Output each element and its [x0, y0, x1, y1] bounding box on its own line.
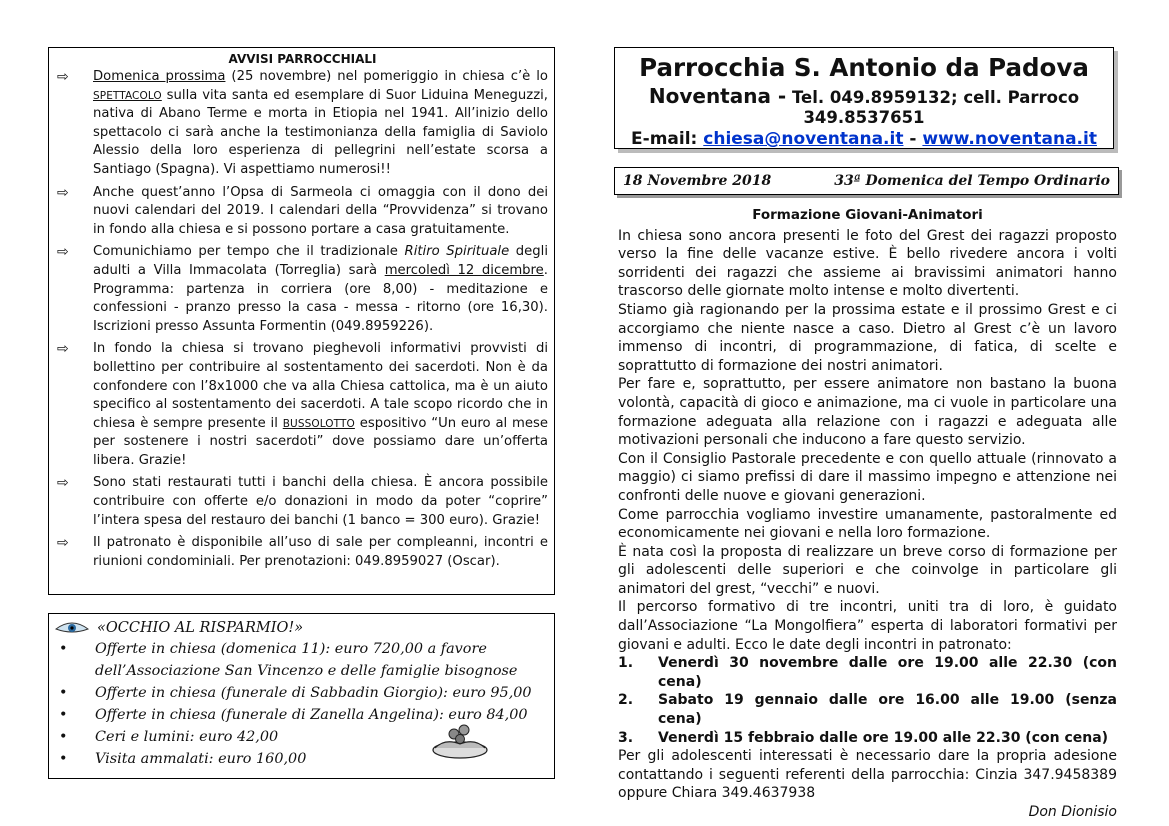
date-text: Sabato 19 gennaio dalle ore 16.00 alle 19.00 (senza cena)	[658, 692, 1117, 728]
parish-title: Parrocchia S. Antonio da Padova	[639, 53, 1089, 82]
email-link[interactable]: chiesa@noventana.it	[703, 129, 904, 149]
date-text: Venerdì 30 novembre dalle ore 19.00 alle 22.30 (con cena)	[658, 655, 1117, 690]
avviso-text: SPETTACOLO	[93, 89, 162, 102]
masthead	[614, 47, 1114, 149]
article-paragraph: In chiesa sono ancora presenti le foto del Grest dei ragazzi proposto verso la fine delle vacanze estive. È bello rivedere ancora i volti sorridenti dei ragazzi che assieme ai bravissimi animatori hanno trascorso delle giornate molto intense e molto divertenti.	[618, 227, 1117, 300]
contact-line	[615, 84, 1113, 127]
issue-date: 18 Novembre 2018	[623, 173, 772, 189]
signature: Don Dionisio	[1028, 804, 1117, 820]
separator: -	[903, 129, 923, 149]
avviso-text: sulla vita santa ed esemplare di Suor Liduina Meneguzzi, nativa di Abano Terme e morta in Etiopia nel 1941. All’inizio dello spettacolo ci sarà anche la testimonianza della famiglia di Saviolo Alessio della loro esperienza di pellegrini nell’estate scorsa a Santiago (Spagna). Vi aspettiamo numerosi!!	[93, 87, 548, 177]
occhio-box	[48, 613, 555, 779]
date-bar	[614, 167, 1119, 195]
avviso-text: (25 novembre) nel pomeriggio in chiesa c’è lo	[225, 69, 548, 84]
avviso-item	[57, 68, 548, 180]
avviso-text: Il patronato è disponibile all’uso di sale per compleanni, incontri e riunioni condominiali. Per prenotazioni: 049.8959027 (Oscar).	[93, 535, 548, 569]
avvisi-box	[48, 47, 555, 595]
article-title: Formazione Giovani-Animatori	[752, 207, 983, 223]
meeting-dates	[618, 654, 1117, 747]
occhio-title: «OCCHIO AL RISPARMIO!»	[97, 620, 304, 636]
avviso-item	[57, 243, 548, 336]
avviso-text: degli adulti a Villa Immacolata (Torreglia) sarà	[93, 244, 548, 278]
arrow-right-icon: ⇨	[57, 341, 69, 358]
article-paragraph: Il percorso formativo di tre incontri, uniti tra di loro, è guidato dall’Associazione “La Mongolfiera” esperta di laboratori formativi per giovani e adulti. Ecco le date degli incontri in patronato:	[618, 599, 1117, 653]
eye-icon	[55, 621, 89, 635]
avviso-text: Sono stati restaurati tutti i banchi della chiesa. È ancora possibile contribuire con offerte e/o donazioni in modo da poter “coprire” l’intera spesa del restauro dei banchi (1 banco = 300 euro). Grazie!	[93, 475, 548, 528]
avviso-text: Anche quest’anno l’Opsa di Sarmeola ci omaggia con il dono dei nuovi calendari del 2019. I calendari della “Provvidenza” si trovano in fondo alla chiesa e si possono portare a casa gratuitamente.	[93, 184, 548, 237]
avviso-item	[57, 340, 548, 470]
list-item: • Offerte in chiesa (funerale di Sabbadin Giorgio): euro 95,00	[55, 682, 548, 704]
place-name: Noventana -	[648, 84, 787, 108]
arrow-right-icon: ⇨	[57, 184, 69, 201]
date-item	[618, 654, 1117, 691]
list-item: • Visita ammalati: euro 160,00	[55, 748, 548, 770]
avviso-text: mercoledì 12 dicembre	[384, 262, 544, 278]
article-closing: Per gli adolescenti interessati è necessario dare la propria adesione contattando i seguenti referenti della parrocchia: Cinzia 347.9458389 oppure Chiara 349.4637938	[618, 748, 1117, 802]
avvisi-title: AVVISI PARROCCHIALI	[228, 52, 377, 66]
avviso-text: BUSSOLOTTO	[282, 417, 355, 430]
arrow-right-icon: ⇨	[57, 69, 69, 85]
avviso-text: Ritiro Spirituale	[404, 244, 510, 260]
date-item	[618, 691, 1117, 728]
article-paragraph: Come parrocchia vogliamo investire umanamente, pastoralmente ed economicamente nei giovani e nella loro formazione.	[618, 506, 1117, 542]
date-item	[618, 729, 1117, 748]
avviso-text: . Programma: partenza in corriera (ore 8,00) - meditazione e confessioni - pranzo presso la casa - messa - ritorno (ore 16,30). Iscrizioni presso Assunta Formentin (049.8959226).	[93, 262, 548, 334]
avviso-item	[57, 184, 548, 240]
avviso-text: espositivo “Un euro al mese per sostenere i nostri sacerdoti” dove possiamo dare un’offerta libera. Grazie!	[93, 415, 548, 468]
web-line	[615, 129, 1113, 149]
phones: Tel. 049.8959132; cell. Parroco 349.8537651	[786, 88, 1080, 127]
date-number: 3.	[618, 729, 634, 746]
hands-coins-icon	[430, 720, 490, 764]
liturgical-sunday: 33ª Domenica del Tempo Ordinario	[834, 173, 1110, 189]
list-item: • Ceri e lumini: euro 42,00	[55, 726, 548, 748]
arrow-right-icon: ⇨	[57, 535, 69, 552]
avviso-item	[57, 534, 548, 571]
email-label: E-mail:	[631, 129, 704, 149]
date-number: 1.	[618, 655, 634, 672]
avviso-text: Domenica prossima	[93, 69, 226, 84]
article	[618, 206, 1117, 820]
avviso-text: In fondo la chiesa si trovano pieghevoli informativi provvisti di bollettino per contribuire al sostentamento dei sacerdoti. Non è da confondere con l’8x1000 che va alla Chiesa cattolica, ma è un aiuto specifico al sostentamento dei sacerdoti. A tale scopo ricordo che in chiesa è sempre presente il	[93, 341, 548, 431]
article-paragraph: È nata così la proposta di realizzare un breve corso di formazione per gli adolescenti delle superiori e che coinvolge in particolare gli animatori del grest, “vecchi” e nuovi.	[618, 543, 1117, 597]
website-link[interactable]: www.noventana.it	[922, 129, 1097, 149]
avviso-text: Comunichiamo per tempo che il tradizionale	[93, 244, 405, 260]
arrow-right-icon: ⇨	[57, 475, 69, 492]
avviso-item	[57, 474, 548, 530]
date-text: Venerdì 15 febbraio dalle ore 19.00 alle 22.30 (con cena)	[658, 729, 1109, 746]
article-paragraph: Con il Consiglio Pastorale precedente e con quello attuale (rinnovato a maggio) ci siamo prefissi di dare il massimo impegno e attenzione nei confronti delle nuove e giovani generazioni.	[618, 450, 1117, 504]
list-item: • Offerte in chiesa (funerale di Zanella Angelina): euro 84,00	[55, 704, 548, 726]
date-number: 2.	[618, 692, 634, 709]
arrow-right-icon: ⇨	[57, 244, 69, 261]
article-paragraph: Per fare e, soprattutto, per essere animatore non bastano la buona volontà, capacità di gioco e animazione, ma ci vuole in particolare una formazione adeguata alla relazione con i ragazzi e adeguata alle motivazioni personali che inducono a fare questo servizio.	[618, 376, 1117, 449]
occhio-header	[55, 620, 548, 636]
list-item: • Offerte in chiesa (domenica 11): euro 720,00 a favore dell’Associazione San Vincenzo e delle famiglie bisognose	[55, 638, 548, 682]
article-paragraph: Stiamo già ragionando per la prossima estate e il prossimo Grest e ci accorgiamo che niente nasce a caso. Dietro al Grest c’è un lavoro immenso di incontri, di programmazione, di fatica, di scelte e soprattutto di formazione dei nostri animatori.	[618, 301, 1117, 374]
